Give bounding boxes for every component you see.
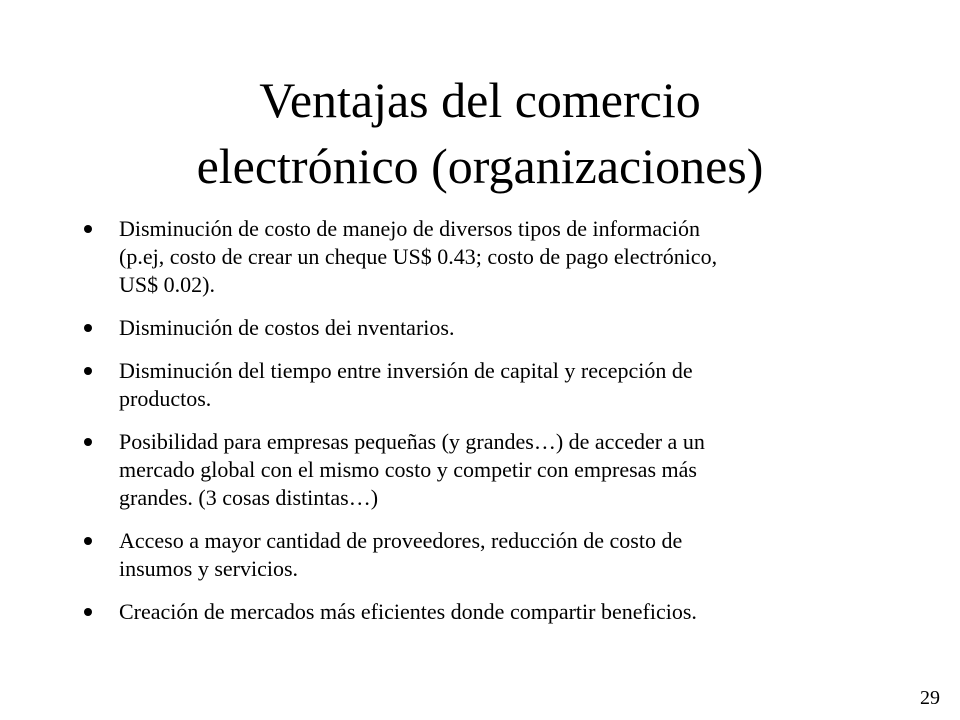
bullet-dot-icon: [84, 367, 92, 375]
bullet-item: [78, 314, 858, 342]
bullet-text-line: Disminución de costo de manejo de diversos tipos de información: [119, 216, 701, 241]
bullet-dot-icon: [84, 537, 92, 545]
slide-title-line-2: electrónico (organizaciones): [196, 138, 764, 194]
bullet-list: [78, 215, 858, 641]
bullet-text-line: insumos y servicios.: [119, 556, 299, 581]
bullet-text-line: grandes. (3 cosas distintas…): [119, 485, 379, 510]
bullet-text-line: Creación de mercados más eficientes donde compartir beneficios.: [119, 599, 697, 624]
bullet-dot-icon: [84, 324, 92, 332]
bullet-dot-icon: [84, 225, 92, 233]
bullet-text-line: Posibilidad para empresas pequeñas (y grandes…) de acceder a un: [119, 429, 705, 454]
bullet-dot-icon: [84, 608, 92, 616]
bullet-text-line: Disminución de costos dei nventarios.: [119, 315, 455, 340]
bullet-item: [78, 215, 858, 299]
page-number: 29: [920, 687, 940, 709]
bullet-text-line: (p.ej, costo de crear un cheque US$ 0.43; costo de pago electrónico,: [119, 244, 718, 269]
bullet-item: [78, 598, 858, 626]
bullet-item: [78, 428, 858, 512]
bullet-text-line: mercado global con el mismo costo y competir con empresas más: [119, 457, 697, 482]
bullet-item: [78, 357, 858, 413]
bullet-text-line: productos.: [119, 386, 212, 411]
bullet-text-line: US$ 0.02).: [119, 272, 215, 297]
bullet-text-line: Acceso a mayor cantidad de proveedores, reducción de costo de: [119, 528, 683, 553]
bullet-dot-icon: [84, 438, 92, 446]
bullet-text-line: Disminución del tiempo entre inversión de capital y recepción de: [119, 358, 693, 383]
bullet-item: [78, 527, 858, 583]
slide-title-line-1: Ventajas del comercio: [259, 72, 701, 128]
